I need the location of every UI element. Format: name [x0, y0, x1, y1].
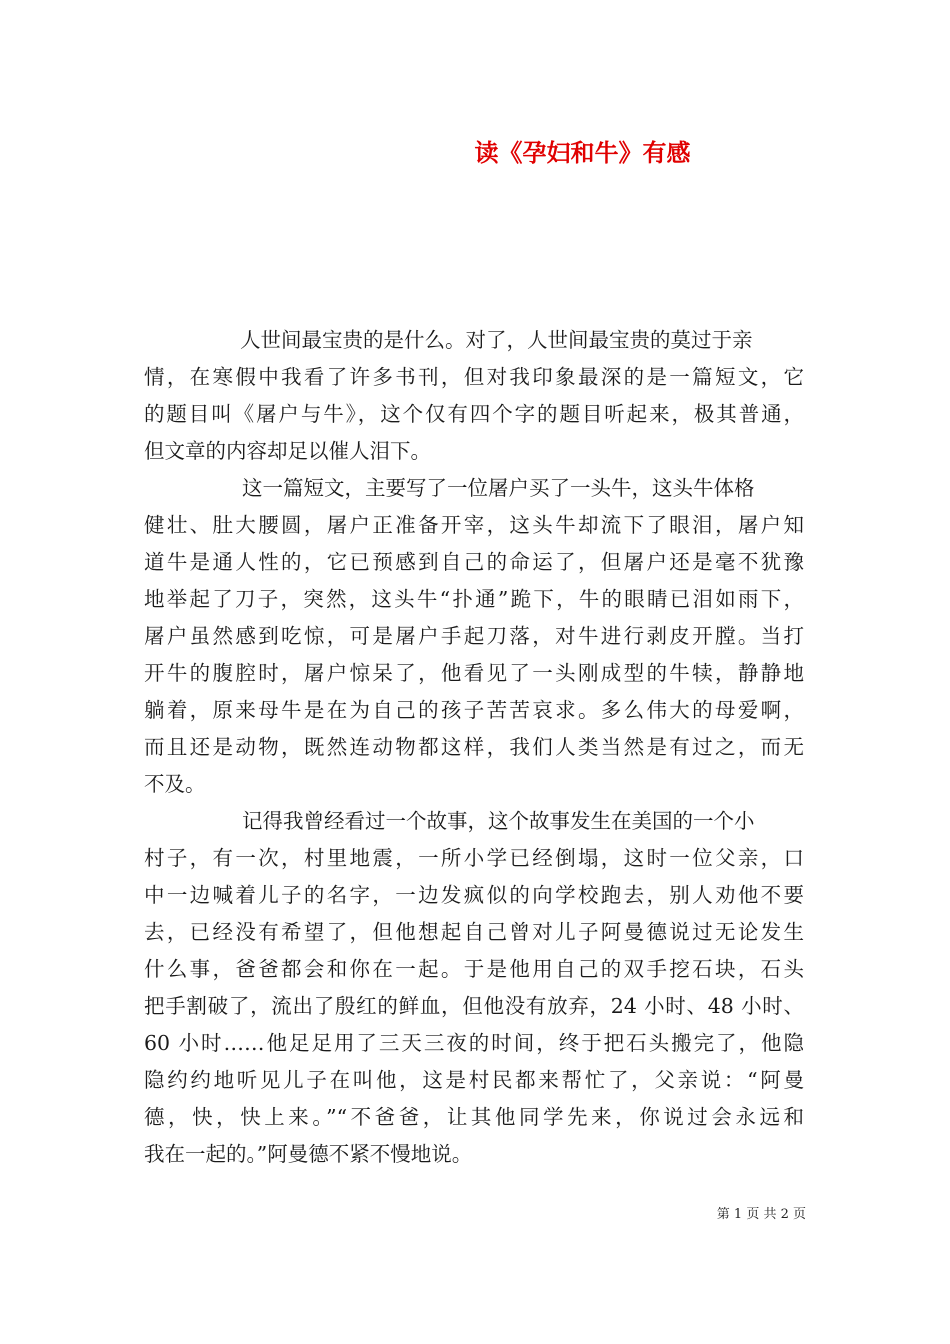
paragraph-3-line-5: 什么事，爸爸都会和你在一起。于是他用自己的双手挖石块，石头 [144, 957, 804, 981]
paragraph-3-line-4: 去，已经没有希望了，但他想起自己曾对儿子阿曼德说过无论发生 [144, 920, 804, 944]
paragraph-3-line-1: 记得我曾经看过一个故事，这个故事发生在美国的一个小 [242, 809, 755, 833]
paragraph-1-line-4: 但文章的内容却足以催人泪下。 [144, 439, 431, 463]
page-number-footer: 第 1 页 共 2 页 [716, 1207, 806, 1222]
paragraph-3-line-9: 德，快，快上来。”“不爸爸，让其他同学先来，你说过会永远和 [144, 1105, 804, 1129]
paragraph-3-line-8: 隐约约地听见儿子在叫他，这是村民都来帮忙了，父亲说：“阿曼 [144, 1068, 804, 1092]
paragraph-3-line-2: 村子，有一次，村里地震，一所小学已经倒塌，这时一位父亲，口 [144, 846, 804, 870]
paragraph-2-line-2: 健壮、肚大腰圆，屠户正准备开宰，这头牛却流下了眼泪，屠户知 [144, 513, 804, 537]
document-title: 读《孕妇和牛》有感 [474, 138, 691, 167]
paragraph-3-line-7: 60 小时……他足足用了三天三夜的时间，终于把石头搬完了，他隐 [144, 1031, 804, 1055]
paragraph-2-line-6: 开牛的腹腔时，屠户惊呆了，他看见了一头刚成型的牛犊，静静地 [144, 661, 804, 685]
paragraph-1-line-2: 情，在寒假中我看了许多书刊，但对我印象最深的是一篇短文，它 [144, 365, 804, 389]
paragraph-3-line-6: 把手割破了，流出了殷红的鲜血，但他没有放弃，24 小时、48 小时、 [144, 994, 804, 1018]
paragraph-2-line-9: 不及。 [144, 772, 206, 796]
document-body [144, 322, 804, 1173]
paragraph-3-line-3: 中一边喊着儿子的名字，一边发疯似的向学校跑去，别人劝他不要 [144, 883, 804, 907]
paragraph-1-line-3: 的题目叫《屠户与牛》，这个仅有四个字的题目听起来，极其普通， [144, 402, 804, 426]
paragraph-2-line-8: 而且还是动物，既然连动物都这样，我们人类当然是有过之，而无 [144, 735, 804, 759]
paragraph-1-line-1: 人世间最宝贵的是什么。对了，人世间最宝贵的莫过于亲 [240, 328, 753, 352]
paragraph-2-line-7: 躺着，原来母牛是在为自己的孩子苦苦哀求。多么伟大的母爱啊， [144, 698, 804, 722]
paragraph-2-line-3: 道牛是通人性的，它已预感到自己的命运了，但屠户还是毫不犹豫 [144, 550, 804, 574]
paragraph-2-line-4: 地举起了刀子，突然，这头牛“扑通”跪下，牛的眼睛已泪如雨下， [144, 587, 804, 611]
paragraph-3-line-10: 我在一起的。”阿曼德不紧不慢地说。 [144, 1142, 473, 1166]
paragraph-2-line-5: 屠户虽然感到吃惊，可是屠户手起刀落，对牛进行剥皮开膛。当打 [144, 624, 804, 648]
paragraph-2-line-1: 这一篇短文，主要写了一位屠户买了一头牛，这头牛体格 [242, 476, 755, 500]
